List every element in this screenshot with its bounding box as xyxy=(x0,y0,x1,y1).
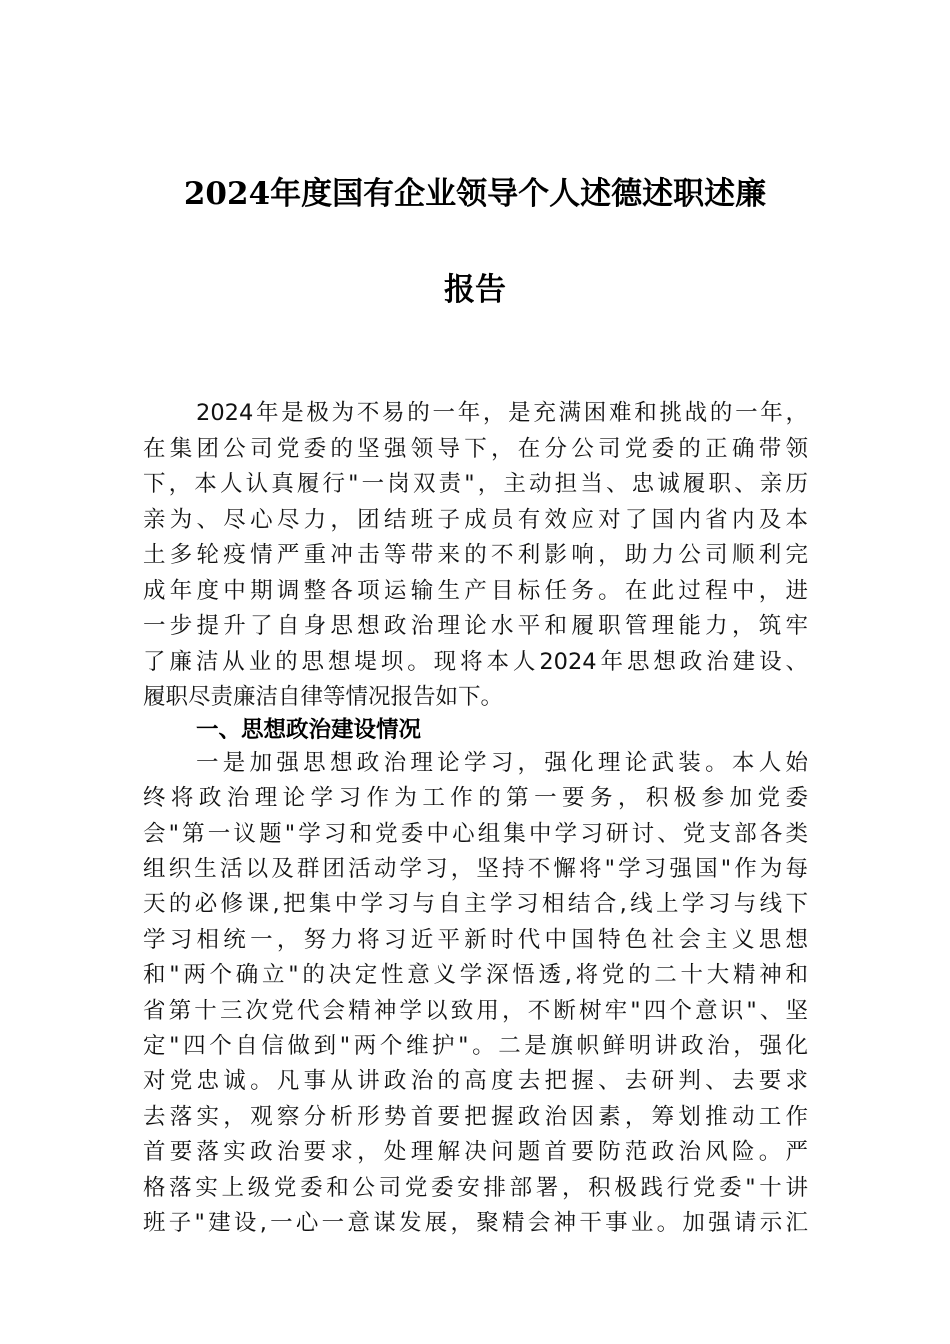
paragraph-2-line: 会"第一议题"学习和党委中心组集中学习研讨、党支部各类 xyxy=(143,821,808,847)
paragraph-1-line: 2024年是极为不易的一年，是充满困难和挑战的一年， xyxy=(196,400,808,426)
paragraph-1-line: 土多轮疫情严重冲击等带来的不利影响，助力公司顺利完 xyxy=(143,542,808,568)
paragraph-2-line: 组织生活以及群团活动学习，坚持不懈将"学习强国"作为每 xyxy=(143,856,808,882)
paragraph-2-line: 终将政治理论学习作为工作的第一要务，积极参加党委 xyxy=(143,785,808,811)
paragraph-1-line: 履职尽责廉洁自律等情况报告如下。 xyxy=(143,684,504,710)
paragraph-2-line: 班子"建设,一心一意谋发展，聚精会神干事业。加强请示汇 xyxy=(143,1210,808,1236)
document-title-line-1: 2024年度国有企业领导个人述德述职述廉 xyxy=(183,176,767,212)
paragraph-2-line: 一是加强思想政治理论学习，强化理论武装。本人始 xyxy=(196,750,808,776)
paragraph-1-line: 亲为、尽心尽力，团结班子成员有效应对了国内省内及本 xyxy=(143,507,808,533)
paragraph-2-line: 省第十三次党代会精神学以致用，不断树牢"四个意识"、坚 xyxy=(143,998,808,1024)
paragraph-2-line: 去落实，观察分析形势首要把握政治因素，筹划推动工作 xyxy=(143,1104,808,1130)
paragraph-2-line: 对党忠诚。凡事从讲政治的高度去把握、去研判、去要求 xyxy=(143,1068,808,1094)
paragraph-2-line: 定"四个自信做到"两个维护"。二是旗帜鲜明讲政治，强化 xyxy=(143,1033,808,1059)
paragraph-1-line: 下，本人认真履行"一岗双责"，主动担当、忠诚履职、亲历 xyxy=(143,471,808,497)
paragraph-2-line: 天的必修课,把集中学习与自主学习相结合,线上学习与线下 xyxy=(143,891,808,917)
paragraph-2-line: 和"两个确立"的决定性意义学深悟透,将党的二十大精神和 xyxy=(143,962,808,988)
paragraph-1-line: 了廉洁从业的思想堤坝。现将本人2024年思想政治建设、 xyxy=(143,649,808,675)
paragraph-2-line: 格落实上级党委和公司党委安排部署，积极践行党委"十讲 xyxy=(143,1175,808,1201)
paragraph-1-line: 一步提升了自身思想政治理论水平和履职管理能力，筑牢 xyxy=(143,613,808,639)
paragraph-1-line: 成年度中期调整各项运输生产目标任务。在此过程中，进 xyxy=(143,578,808,604)
paragraph-2-line: 学习相统一，努力将习近平新时代中国特色社会主义思想 xyxy=(143,927,808,953)
section-heading: 一、思想政治建设情况 xyxy=(196,717,422,743)
document-title-line-2: 报告 xyxy=(444,272,506,308)
paragraph-2-line: 首要落实政治要求，处理解决问题首要防范政治风险。严 xyxy=(143,1139,808,1165)
paragraph-1-line: 在集团公司党委的坚强领导下，在分公司党委的正确带领 xyxy=(143,436,808,462)
